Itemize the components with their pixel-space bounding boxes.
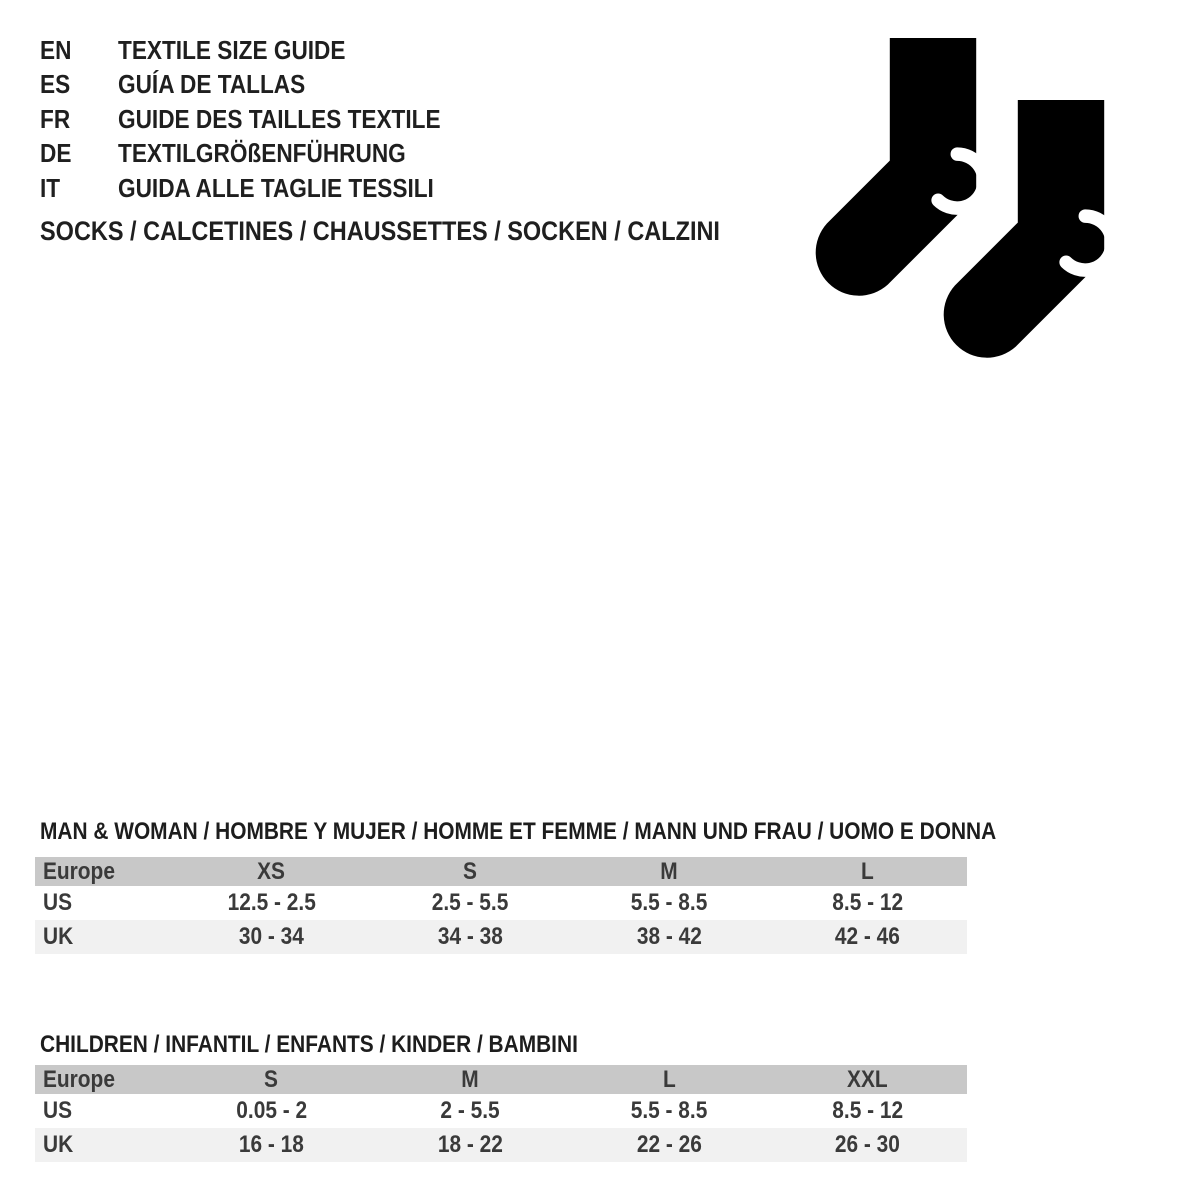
column-header-size: S bbox=[264, 1065, 279, 1093]
table-row-uk bbox=[35, 920, 967, 954]
product-category-line bbox=[40, 216, 822, 247]
language-code: ES bbox=[40, 69, 71, 100]
size-value-cell: 42 - 46 bbox=[835, 923, 901, 950]
language-title: GUIDA ALLE TAGLIE TESSILI bbox=[118, 172, 434, 203]
column-header-size: L bbox=[662, 1065, 676, 1093]
column-header-size: S bbox=[463, 857, 478, 885]
size-value-cell: 38 - 42 bbox=[636, 923, 702, 950]
column-header-size: XXL bbox=[847, 1065, 888, 1093]
size-value-cell: 2.5 - 5.5 bbox=[431, 889, 509, 916]
size-value-cell: 0.05 - 2 bbox=[235, 1097, 307, 1124]
size-value-cell: 22 - 26 bbox=[636, 1131, 702, 1158]
row-label-cell: UK bbox=[43, 923, 74, 950]
language-title: TEXTILE SIZE GUIDE bbox=[118, 34, 346, 65]
column-header-region: Europe bbox=[43, 857, 115, 885]
language-row-es bbox=[40, 68, 489, 103]
language-row-de bbox=[40, 137, 489, 172]
table-row-us bbox=[35, 1094, 967, 1128]
table-row-uk bbox=[35, 1128, 967, 1162]
row-label-cell: UK bbox=[43, 1131, 74, 1158]
table-title-children: CHILDREN / INFANTIL / ENFANTS / KINDER / BAMBINI bbox=[40, 1031, 578, 1058]
language-code: IT bbox=[40, 172, 61, 203]
size-value-cell: 16 - 18 bbox=[238, 1131, 304, 1158]
language-code: DE bbox=[40, 138, 72, 169]
language-row-it bbox=[40, 171, 489, 206]
size-value-cell: 5.5 - 8.5 bbox=[630, 889, 708, 916]
size-value-cell: 12.5 - 2.5 bbox=[227, 889, 316, 916]
table-header-row bbox=[35, 857, 967, 886]
language-code: EN bbox=[40, 34, 72, 65]
size-table-children bbox=[35, 1065, 967, 1162]
language-title: TEXTILGRÖßENFÜHRUNG bbox=[118, 138, 406, 169]
row-label-cell: US bbox=[43, 889, 73, 916]
language-row-en bbox=[40, 33, 489, 68]
table-header-row bbox=[35, 1065, 967, 1094]
size-value-cell: 34 - 38 bbox=[437, 923, 503, 950]
size-value-cell: 8.5 - 12 bbox=[832, 889, 904, 916]
column-header-size: XS bbox=[257, 857, 286, 885]
column-header-size: M bbox=[461, 1065, 479, 1093]
row-label-cell: US bbox=[43, 1097, 73, 1124]
column-header-region: Europe bbox=[43, 1065, 115, 1093]
size-value-cell: 2 - 5.5 bbox=[440, 1097, 500, 1124]
language-title: GUÍA DE TALLAS bbox=[118, 69, 306, 100]
size-value-cell: 26 - 30 bbox=[835, 1131, 901, 1158]
size-value-cell: 30 - 34 bbox=[238, 923, 304, 950]
size-value-cell: 8.5 - 12 bbox=[832, 1097, 904, 1124]
language-code: FR bbox=[40, 103, 71, 134]
table-title-man-woman: MAN & WOMAN / HOMBRE Y MUJER / HOMME ET FEMME / MANN UND FRAU / UOMO E DONNA bbox=[40, 818, 997, 845]
socks-icon bbox=[790, 20, 1130, 360]
product-category-text: SOCKS / CALCETINES / CHAUSSETTES / SOCKEN / CALZINI bbox=[40, 216, 720, 246]
language-list bbox=[40, 33, 489, 206]
size-value-cell: 5.5 - 8.5 bbox=[630, 1097, 708, 1124]
column-header-size: M bbox=[660, 857, 678, 885]
table-row-us bbox=[35, 886, 967, 920]
size-table-man-woman bbox=[35, 857, 967, 954]
size-value-cell: 18 - 22 bbox=[437, 1131, 503, 1158]
language-title: GUIDE DES TAILLES TEXTILE bbox=[118, 103, 441, 134]
language-row-fr bbox=[40, 102, 489, 137]
column-header-size: L bbox=[861, 857, 874, 885]
